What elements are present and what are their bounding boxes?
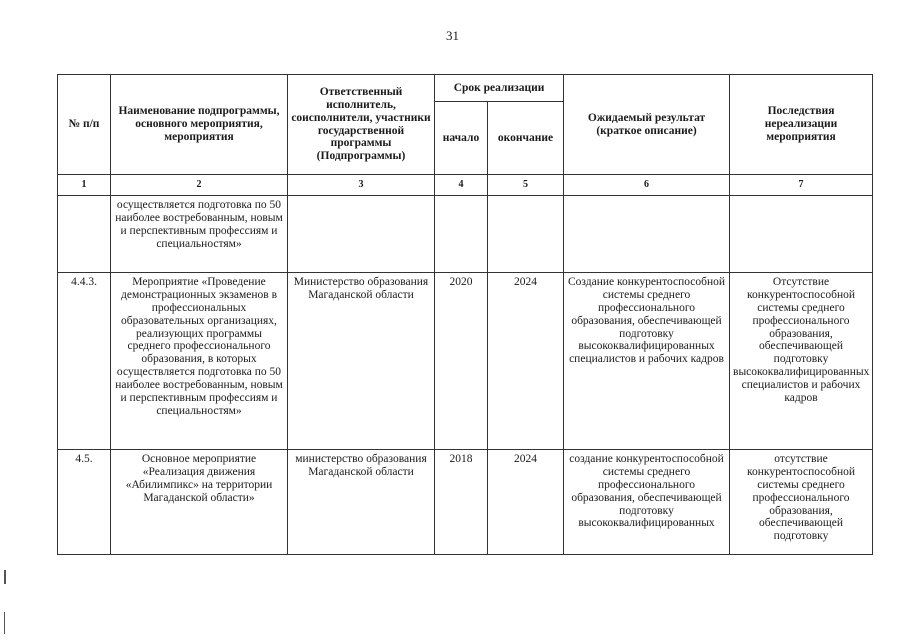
header-consequences: Последствия нереализации мероприятия — [730, 75, 873, 175]
row-name: Мероприятие «Проведение демонстрационных экзаменов в профессиональных образовательных организациях, реализующих программы среднего профессионального образования, в которых осуществляется подготовка по 50 наиболее востребованным, новым и перспективным профессиям и специальностям» — [111, 273, 288, 450]
column-number: 1 — [58, 175, 111, 196]
row-consequences — [730, 196, 873, 273]
row-result — [564, 196, 730, 273]
header-period: Срок реализации — [435, 75, 564, 102]
row-name: Основное мероприятие «Реализация движения «Абилимпикс» на территории Магаданской области» — [111, 450, 288, 555]
header-num: № п/п — [58, 75, 111, 175]
column-number: 2 — [111, 175, 288, 196]
row-result: Создание конкурентоспособной системы среднего профессионального образования, обеспечивающей подготовку высококвалифицированных специалистов и рабочих кадров — [564, 273, 730, 450]
row-num: 4.5. — [58, 450, 111, 555]
table-row — [58, 196, 873, 273]
row-responsible: Министерство образования Магаданской области — [288, 273, 435, 450]
header-row-top — [58, 75, 873, 102]
scan-edge-mark — [4, 570, 6, 584]
column-number: 5 — [488, 175, 564, 196]
row-start: 2020 — [435, 273, 488, 450]
program-table — [57, 74, 873, 555]
row-consequences: Отсутствие конкурентоспособной системы среднего профессионального образования, обеспечивающей подготовку высококвалифицированных специалистов и рабочих кадров — [730, 273, 873, 450]
row-result: создание конкурентоспособной системы среднего профессионального образования, обеспечивающей подготовку высококвалифицированных — [564, 450, 730, 555]
column-number: 4 — [435, 175, 488, 196]
row-responsible: министерство образования Магаданской области — [288, 450, 435, 555]
row-end — [488, 196, 564, 273]
column-numbers-row — [58, 175, 873, 196]
table-row — [58, 450, 873, 555]
header-name: Наименование подпрограммы, основного мероприятия, мероприятия — [111, 75, 288, 175]
header-end: окончание — [488, 102, 564, 175]
row-end: 2024 — [488, 273, 564, 450]
header-start: начало — [435, 102, 488, 175]
row-consequences: отсутствие конкурентоспособной системы среднего профессионального образования, обеспечивающей подготовку — [730, 450, 873, 555]
table-row — [58, 273, 873, 450]
row-responsible — [288, 196, 435, 273]
row-num: 4.4.3. — [58, 273, 111, 450]
header-responsible: Ответственный исполнитель, соисполнители, участники государственной программы (Подпрограммы) — [288, 75, 435, 175]
header-result: Ожидаемый результат (краткое описание) — [564, 75, 730, 175]
row-end: 2024 — [488, 450, 564, 555]
row-name: осуществляется подготовка по 50 наиболее востребованным, новым и перспективным профессиям и специальностям» — [111, 196, 288, 273]
column-number: 6 — [564, 175, 730, 196]
column-number: 7 — [730, 175, 873, 196]
page-number: 31 — [446, 28, 459, 43]
row-num — [58, 196, 111, 273]
column-number: 3 — [288, 175, 435, 196]
row-start: 2018 — [435, 450, 488, 555]
scan-edge-mark — [4, 612, 5, 634]
row-start — [435, 196, 488, 273]
